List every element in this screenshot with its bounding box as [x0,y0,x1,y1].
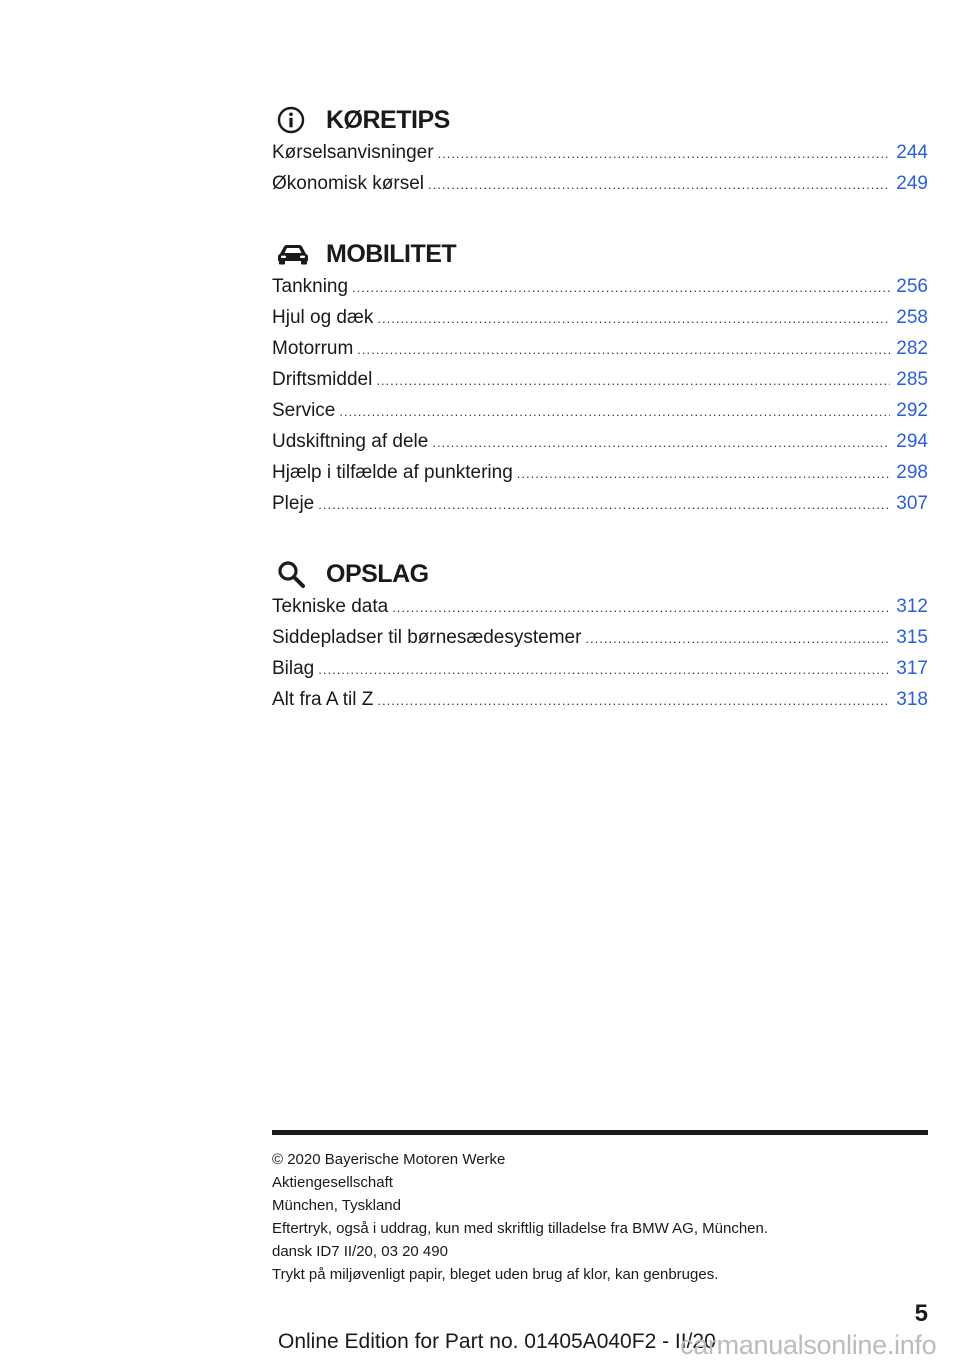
toc-entry[interactable] [272,658,928,689]
search-icon [272,559,326,589]
toc-page-link[interactable]: 292 [896,400,928,421]
section-title: MOBILITET [326,239,457,268]
section-title: OPSLAG [326,559,429,588]
dot-leader [428,177,890,192]
dot-leader [318,662,890,677]
toc-entry-label: Bilag [272,658,315,679]
toc-list [272,596,928,720]
dot-leader [517,466,891,481]
toc-page-link[interactable]: 244 [896,142,928,163]
dot-leader [376,373,890,388]
watermark: carmanualsonline.info [680,1330,937,1360]
toc-entry[interactable] [272,142,928,173]
dot-leader [392,600,890,615]
toc-page-link[interactable]: 298 [896,462,928,483]
toc-entry-label: Motorrum [272,338,354,359]
toc-page-link[interactable]: 282 [896,338,928,359]
section-title: KØRETIPS [326,105,450,134]
toc-page-link[interactable]: 249 [896,173,928,194]
car-icon [272,242,326,266]
toc-entry-label: Økonomisk kørsel [272,173,425,194]
imprint [272,1148,928,1286]
toc-page-link[interactable]: 312 [896,596,928,617]
toc-list [272,276,928,524]
toc-page-link[interactable]: 318 [896,689,928,710]
toc-entry-label: Hjul og dæk [272,307,374,328]
toc-entry[interactable] [272,493,928,524]
toc-entry-label: Alt fra A til Z [272,689,374,710]
online-edition-banner: Online Edition for Part no. 01405A040F2 - II/20 [278,1330,716,1353]
toc-page-link[interactable]: 256 [896,276,928,297]
toc-entry-label: Tankning [272,276,349,297]
dot-leader [438,146,891,161]
toc-page-link[interactable]: 258 [896,307,928,328]
toc-entry-label: Service [272,400,336,421]
imprint-line: Trykt på miljøvenligt papir, bleget uden brug af klor, kan genbruges. [272,1266,719,1283]
toc-entry[interactable] [272,173,928,204]
imprint-line: Eftertryk, også i uddrag, kun med skriftlig tilladelse fra BMW AG, München. [272,1220,769,1237]
toc-entry-label: Pleje [272,493,315,514]
toc-page-link[interactable]: 317 [896,658,928,679]
toc-entry-label: Hjælp i tilfælde af punktering [272,462,513,483]
imprint-line: München, Tyskland [272,1197,401,1214]
table-of-contents [272,100,928,750]
page-number: 5 [914,1300,928,1327]
imprint-line: dansk ID7 II/20, 03 20 490 [272,1243,448,1260]
dot-leader [377,693,890,708]
dot-leader [357,342,890,357]
section-header [272,234,928,274]
toc-entry[interactable] [272,596,928,627]
imprint-line: © 2020 Bayerische Motoren Werke [272,1151,506,1168]
toc-entry-label: Driftsmiddel [272,369,373,390]
dot-leader [585,631,890,646]
toc-page-link[interactable]: 315 [896,627,928,648]
section-header [272,554,928,594]
toc-entry[interactable] [272,276,928,307]
dot-leader [318,497,890,512]
toc-entry-label: Tekniske data [272,596,389,617]
toc-list [272,142,928,204]
toc-entry[interactable] [272,369,928,400]
dot-leader [377,311,890,326]
toc-entry-label: Siddepladser til børnesædesystemer [272,627,582,648]
section-mobilitet [272,234,928,524]
toc-entry-label: Udskiftning af dele [272,431,429,452]
toc-page-link[interactable]: 307 [896,493,928,514]
toc-entry[interactable] [272,462,928,493]
dot-leader [432,435,890,450]
toc-page-link[interactable]: 285 [896,369,928,390]
dot-leader [339,404,890,419]
toc-entry[interactable] [272,689,928,720]
section-header [272,100,928,140]
dot-leader [352,280,890,295]
toc-entry[interactable] [272,431,928,462]
toc-entry[interactable] [272,307,928,338]
info-icon [272,105,326,135]
toc-entry[interactable] [272,627,928,658]
toc-entry[interactable] [272,338,928,369]
toc-page-link[interactable]: 294 [896,431,928,452]
section-opslag [272,554,928,720]
toc-entry[interactable] [272,400,928,431]
section-koeretips [272,100,928,204]
footer-divider [272,1130,928,1135]
toc-entry-label: Kørselsanvisninger [272,142,434,163]
imprint-line: Aktiengesellschaft [272,1174,393,1191]
